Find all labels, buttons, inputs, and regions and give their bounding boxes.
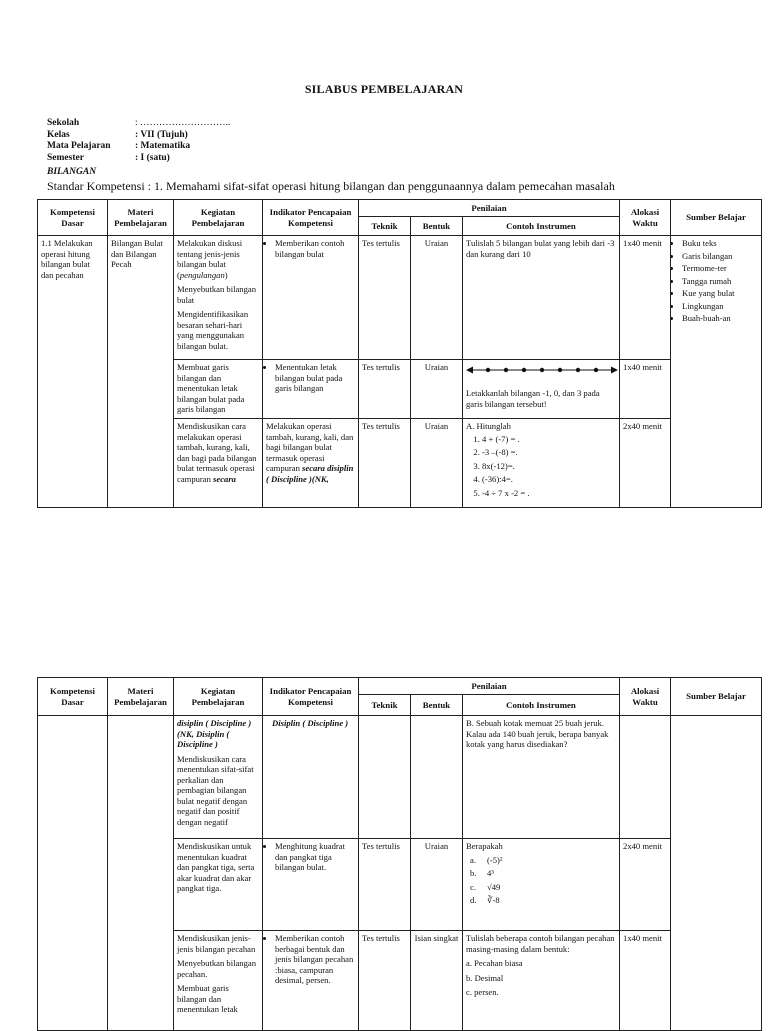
identity-block xyxy=(47,118,230,164)
syllabus-table-2 xyxy=(37,677,762,1031)
header-penilaian: Penilaian xyxy=(359,678,620,695)
bentuk-cell: Uraian xyxy=(411,839,463,931)
indikator-cell: • Memberikan contoh bilangan bulat xyxy=(263,236,359,360)
header-contoh: Contoh Instrumen xyxy=(463,217,620,236)
alokasi-cell: 1x40 menit xyxy=(620,360,671,419)
sumber-cell: • Buku teks • Garis bilangan • Termome-ter • Tangga rumah • Kue yang bulat • Lingkungan • Buah-buah-an xyxy=(671,236,762,508)
header-materi: Materi Pembelajaran xyxy=(108,678,174,716)
teknik-cell: Tes tertulis xyxy=(359,419,411,508)
indikator-cell: • Menghitung kuadrat dan pangkat tiga bilangan bulat. xyxy=(263,839,359,931)
header-teknik: Teknik xyxy=(359,695,411,716)
alokasi-cell: 1x40 menit xyxy=(620,236,671,360)
contoh-cell: Tulislah 5 bilangan bulat yang lebih dari -3 dan kurang dari 10 xyxy=(463,236,620,360)
teknik-cell: Tes tertulis xyxy=(359,236,411,360)
alokasi-cell: 2x40 menit xyxy=(620,839,671,931)
header-sumber: Sumber Belajar xyxy=(671,678,762,716)
bentuk-cell: Uraian xyxy=(411,360,463,419)
arrow-right-icon xyxy=(611,367,618,374)
header-penilaian: Penilaian xyxy=(359,200,620,217)
materi-cell: Bilangan Bulat dan Bilangan Pecah xyxy=(108,236,174,508)
header-alokasi: Alokasi Waktu xyxy=(620,200,671,236)
bentuk-cell: Uraian xyxy=(411,419,463,508)
bentuk-cell: Isian singkat xyxy=(411,931,463,1031)
contoh-cell: B. Sebuah kotak memuat 25 buah jeruk. Kalau ada 140 buah jeruk, berapa banyak kotak yang harus disediakan? xyxy=(463,716,620,839)
kegiatan-cell: Mendiskusikan jenis-jenis bilangan pecahan Menyebutkan bilangan pecahan. Membuat garis bilangan dan menentukan letak xyxy=(174,931,263,1031)
teknik-cell: Tes tertulis xyxy=(359,839,411,931)
contoh-cell: Berapakah a. (-5)² b. 4³ c. √49 d. ∛-8 xyxy=(463,839,620,931)
alokasi-cell: 1x40 menit xyxy=(620,931,671,1031)
materi-cell xyxy=(108,716,174,1031)
bentuk-cell: Uraian xyxy=(411,236,463,360)
header-bentuk: Bentuk xyxy=(411,217,463,236)
syllabus-table-1 xyxy=(37,199,762,508)
header-contoh: Contoh Instrumen xyxy=(463,695,620,716)
bentuk-cell xyxy=(411,716,463,839)
sumber-cell xyxy=(671,716,762,1031)
meta-row-mapel: Mata Pelajaran : Matematika xyxy=(47,141,191,151)
header-alokasi: Alokasi Waktu xyxy=(620,678,671,716)
kd-cell: 1.1 Melakukan operasi hitung bilangan bulat dan pecahan xyxy=(38,236,108,508)
contoh-cell: Letakkanlah bilangan -1, 0, dan 3 pada garis bilangan tersebut! xyxy=(463,360,620,419)
meta-row-kelas: Kelas : VII (Tujuh) xyxy=(47,129,188,140)
contoh-cell: A. Hitunglah 1. 4 + (-7) = . 2. -3 –(-8) =. 3. 8x(-12)=. 4. (-36):4=. 5. -4 ÷ 7 x -2 = . xyxy=(463,419,620,508)
header-materi: Materi Pembelajaran xyxy=(108,200,174,236)
teknik-cell: Tes tertulis xyxy=(359,931,411,1031)
number-line-diagram xyxy=(466,362,618,378)
arrow-left-icon xyxy=(466,367,473,374)
header-kegiatan: Kegiatan Pembelajaran xyxy=(174,200,263,236)
meta-row-semester: Semester : I (satu) xyxy=(47,152,170,163)
kd-cell xyxy=(38,716,108,1031)
contoh-cell: Tulislah beberapa contoh bilangan pecahan masing-masing dalam bentuk: a. Pecahan biasa b. Desimal c. persen. xyxy=(463,931,620,1031)
indikator-cell: Disiplin ( Discipline ) xyxy=(263,716,359,839)
page-title: SILABUS PEMBELAJARAN xyxy=(304,82,464,96)
header-bentuk: Bentuk xyxy=(411,695,463,716)
header-kd: Kompetensi Dasar xyxy=(38,200,108,236)
meta-row-sekolah: Sekolah : ……………………….. xyxy=(47,118,231,128)
kegiatan-cell: disiplin ( Discipline )(NK, Disiplin ( Discipline ) Mendiskusikan cara menentukan sifat-sifat perkalian dan pembagian bilangan bulat negatif dengan negatif dan positif dengan negatif xyxy=(174,716,263,839)
header-teknik: Teknik xyxy=(359,217,411,236)
header-kegiatan: Kegiatan Pembelajaran xyxy=(174,678,263,716)
indikator-cell: • Memberikan contoh berbagai bentuk dan jenis bilangan pecahan :biasa, campuran desimal, persen. xyxy=(263,931,359,1031)
alokasi-cell xyxy=(620,716,671,839)
kegiatan-cell: Membuat garis bilangan dan menentukan letak bilangan bulat pada garis bilangan xyxy=(174,360,263,419)
kegiatan-cell: Mendiskusikan cara melakukan operasi tambah, kurang, kali, dan bagi pada bilangan bulat termasuk operasi campuran secara xyxy=(174,419,263,508)
header-indikator: Indikator Pencapaian Kompetensi xyxy=(263,678,359,716)
header-indikator: Indikator Pencapaian Kompetensi xyxy=(263,200,359,236)
kegiatan-cell: Melakukan diskusi tentang jenis-jenis bilangan bulat (pengulangan) Menyebutkan bilangan bulat Mengidentifikasikan besaran sehari-hari yang menggunakan bilangan bulat. xyxy=(174,236,263,360)
topic-label: BILANGAN xyxy=(47,167,97,177)
header-sumber: Sumber Belajar xyxy=(671,200,762,236)
teknik-cell xyxy=(359,716,411,839)
alokasi-cell: 2x40 menit xyxy=(620,419,671,508)
header-kd: Kompetensi Dasar xyxy=(38,678,108,716)
indikator-cell: • Menentukan letak bilangan bulat pada garis bilangan xyxy=(263,360,359,419)
indikator-cell: Melakukan operasi tambah, kurang, kali, dan bagi bilangan bulat termasuk operasi campuran secara disiplin ( Discipline )(NK, xyxy=(263,419,359,508)
teknik-cell: Tes tertulis xyxy=(359,360,411,419)
kegiatan-cell: Mendiskusikan untuk menentukan kuadrat dan pangkat tiga, serta akar kuadrat dan akar pangkat tiga. xyxy=(174,839,263,931)
standar-kompetensi: Standar Kompetensi : 1. Memahami sifat-sifat operasi hitung bilangan dan penggunaannya dalam pemecahan masalah xyxy=(47,179,615,193)
